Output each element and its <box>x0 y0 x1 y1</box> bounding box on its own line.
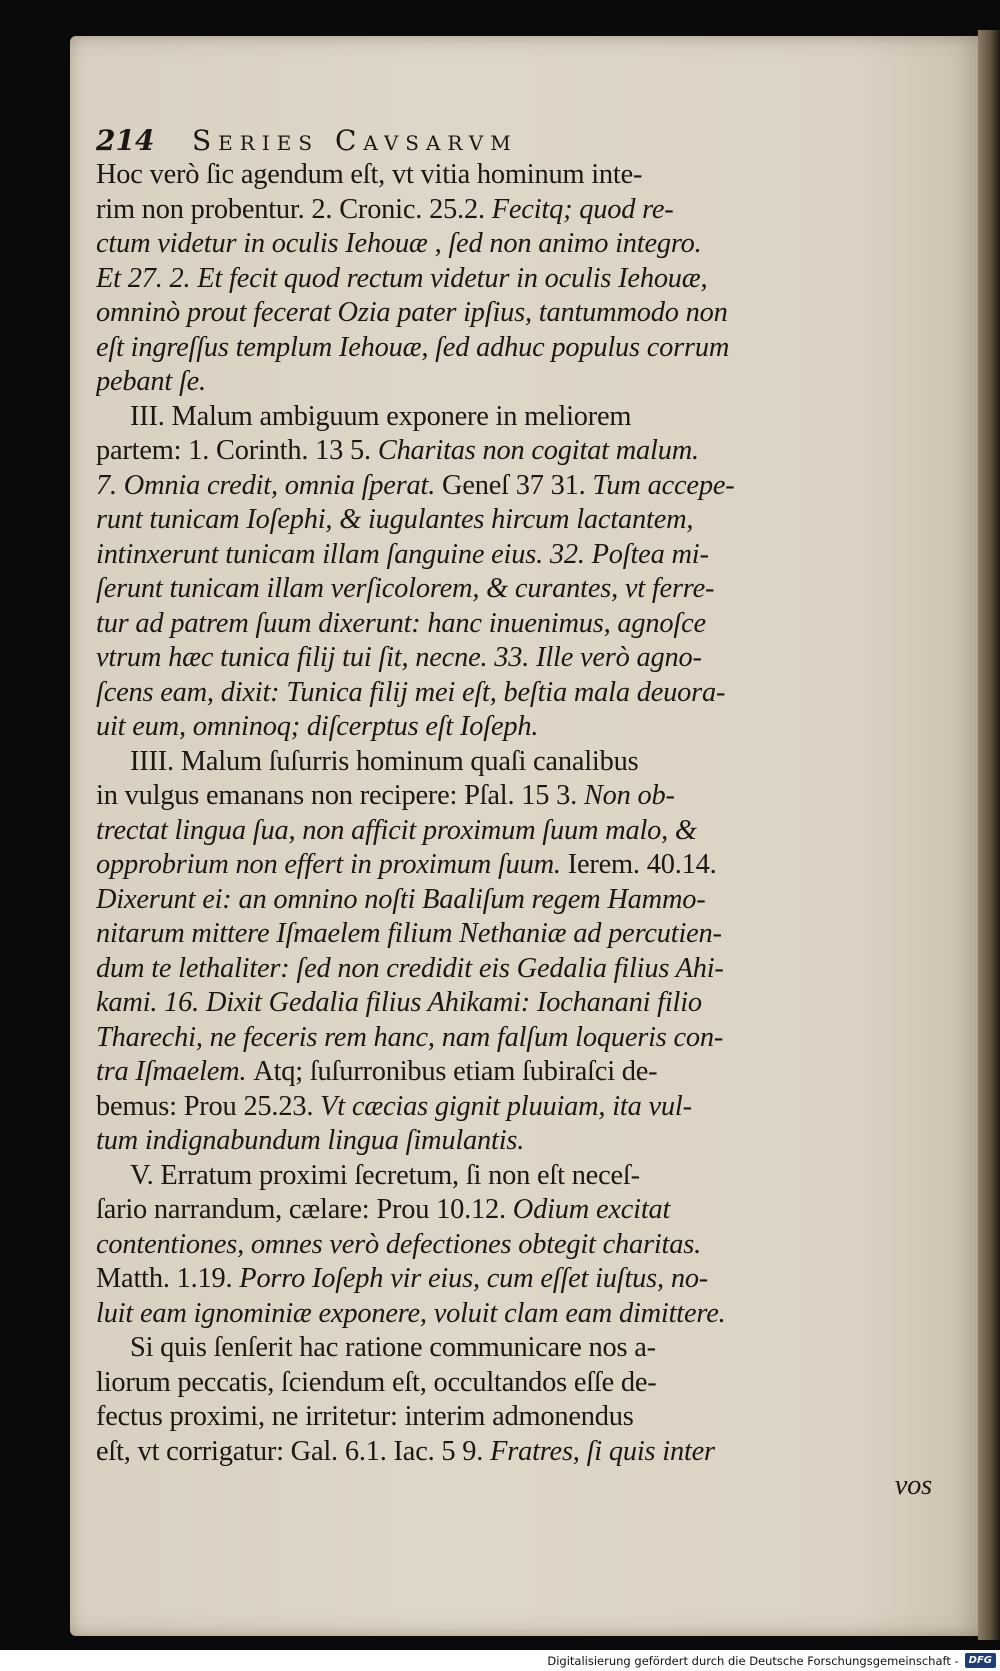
running-title: Series Cavsarvm <box>192 124 518 157</box>
text-line <box>96 1435 952 1470</box>
text-line <box>96 1193 952 1228</box>
text-line <box>96 1021 952 1056</box>
catchword: vos <box>894 1470 932 1501</box>
italic-segment: intinxerunt tunicam illam ſanguine eius. 32. Poſtea mi- <box>96 538 709 570</box>
italic-segment: trectat lingua ſua, non afficit proximum ſuum malo, & <box>96 814 697 846</box>
page-number: 214 <box>96 124 155 157</box>
roman-segment: Si quis ſenſerit hac ratione communicare nos a- <box>130 1332 656 1363</box>
running-head <box>96 124 952 158</box>
text-line <box>96 952 952 987</box>
italic-segment: Non ob- <box>583 780 675 811</box>
text-line <box>96 400 952 435</box>
italic-segment: dum te lethaliter: ſed non credidit eis Gedalia filius Ahi- <box>96 952 724 984</box>
text-line <box>96 434 952 469</box>
text-line <box>96 710 952 745</box>
page-edge-shadow <box>978 30 1000 1640</box>
text-line <box>96 676 952 711</box>
italic-segment: tra Iſmaelem. <box>96 1056 254 1087</box>
italic-segment: runt tunicam Ioſephi, & iugulantes hircum lactantem, <box>96 504 694 535</box>
text-line <box>96 227 952 262</box>
text-line <box>96 1090 952 1125</box>
text-line <box>96 848 952 883</box>
text-line <box>96 814 952 849</box>
text-line <box>96 158 952 193</box>
text-line <box>96 1262 952 1297</box>
catchword-line <box>96 1469 952 1504</box>
italic-segment: pebant ſe. <box>96 366 206 397</box>
text-line <box>96 1400 952 1435</box>
text-line <box>96 1331 952 1366</box>
italic-segment: ſerunt tunicam illam verſicolorem, & curantes, vt ferre- <box>96 573 715 604</box>
text-line <box>96 1055 952 1090</box>
text-line <box>96 365 952 400</box>
italic-segment: eſt ingreſſus templum Iehouæ, ſed adhuc populus corrum <box>96 331 730 363</box>
roman-segment: Atq; ſuſurronibus etiam ſubiraſci de- <box>253 1056 658 1087</box>
roman-segment: Geneſ 37 31. <box>442 469 593 501</box>
body-text <box>96 158 952 1469</box>
text-line <box>96 296 952 331</box>
italic-segment: tum indignabundum lingua ſimulantis. <box>96 1125 525 1156</box>
roman-segment: Ierem. 40.14. <box>567 849 717 880</box>
italic-segment: Vt cæcias gignit pluuiam, ita vul- <box>320 1090 692 1122</box>
italic-segment: ctum videtur in oculis Iehouæ , ſed non animo integro. <box>96 228 702 259</box>
italic-segment: tur ad patrem ſuum dixerunt: hanc inuenimus, agnoſce <box>96 607 706 639</box>
roman-segment: liorum peccatis, ſciendum eſt, occultandos eſſe de- <box>96 1366 657 1398</box>
roman-segment: partem: 1. Corinth. 13 5. <box>96 435 378 466</box>
text-line <box>96 779 952 814</box>
text-line <box>96 193 952 228</box>
text-line <box>96 607 952 642</box>
italic-segment: opprobrium non effert in proximum ſuum. <box>96 849 568 880</box>
footer-bar <box>0 1650 1000 1671</box>
italic-segment: uit eum, omninoq; diſcerptus eſt Ioſeph. <box>96 711 539 742</box>
text-line <box>96 1366 952 1401</box>
text-line <box>96 917 952 952</box>
text-line <box>96 503 952 538</box>
text-line <box>96 883 952 918</box>
text-line <box>96 1297 952 1332</box>
roman-segment: Hoc verò ſic agendum eſt, vt vitia hominum inte- <box>96 159 643 190</box>
italic-segment: Dixerunt ei: an omnino noſti Baaliſum regem Hammo- <box>96 883 706 915</box>
roman-segment: bemus: Prou 25.23. <box>96 1090 321 1122</box>
roman-segment: rim non probentur. 2. Cronic. 25.2. <box>96 193 492 225</box>
text-line <box>96 538 952 573</box>
text-line <box>96 262 952 297</box>
italic-segment: kami. 16. Dixit Gedalia filius Ahikami: Iochanani filio <box>96 987 702 1018</box>
italic-segment: Tharechi, ne feceris rem hanc, nam falſum loqueris con- <box>96 1021 724 1053</box>
italic-segment: Tum accepe- <box>592 469 735 501</box>
italic-segment: omninò prout fecerat Ozia pater ipſius, tantummodo non <box>96 297 728 328</box>
italic-segment: Porro Ioſeph vir eius, cum eſſet iuſtus, no- <box>239 1263 709 1294</box>
text-line <box>96 1228 952 1263</box>
italic-segment: nitarum mittere Iſmaelem filium Nethaniæ ad percutien- <box>96 918 722 949</box>
italic-segment: contentiones, omnes verò defectiones obtegit charitas. <box>96 1228 701 1260</box>
dfg-logo: DFG <box>965 1653 996 1668</box>
italic-segment: Charitas non cogitat malum. <box>377 435 699 466</box>
text-line <box>96 469 952 504</box>
italic-segment: Fratres, ſi quis inter <box>490 1435 715 1467</box>
page-text-block <box>96 124 952 1504</box>
italic-segment: luit eam ignominiæ exponere, voluit clam eam dimittere. <box>96 1297 726 1329</box>
roman-segment: eſt, vt corrigatur: Gal. 6.1. Iac. 5 9. <box>96 1435 491 1467</box>
roman-segment: ſario narrandum, cælare: Prou 10.12. <box>96 1194 513 1225</box>
italic-segment: Odium excitat <box>512 1194 671 1225</box>
text-line <box>96 1124 952 1159</box>
text-line <box>96 641 952 676</box>
text-line <box>96 572 952 607</box>
roman-segment: III. Malum ambiguum exponere in meliorem <box>130 400 632 432</box>
text-line <box>96 745 952 780</box>
roman-segment: fectus proximi, ne irritetur: interim admonendus <box>96 1401 634 1432</box>
text-line <box>96 986 952 1021</box>
italic-segment: vtrum hæc tunica filij tui ſit, necne. 33. Ille verò agno- <box>96 642 702 673</box>
roman-segment: IIII. Malum ſuſurris hominum quaſi canalibus <box>130 745 639 777</box>
text-line <box>96 331 952 366</box>
roman-segment: V. Erratum proximi ſecretum, ſi non eſt neceſ- <box>130 1159 640 1191</box>
roman-segment: Matth. 1.19. <box>96 1263 240 1294</box>
text-line <box>96 1159 952 1194</box>
roman-segment: in vulgus emanans non recipere: Pſal. 15 3. <box>96 780 584 811</box>
italic-segment: 7. Omnia credit, omnia ſperat. <box>96 469 443 501</box>
footer-credit: Digitalisierung gefördert durch die Deutsche Forschungsgemeinschaft - <box>547 1653 959 1668</box>
italic-segment: ſcens eam, dixit: Tunica filij mei eſt, beſtia mala deuora- <box>96 676 726 708</box>
italic-segment: Et 27. 2. Et fecit quod rectum videtur in oculis Iehouæ, <box>96 262 708 294</box>
italic-segment: Fecitq; quod re- <box>491 193 674 225</box>
